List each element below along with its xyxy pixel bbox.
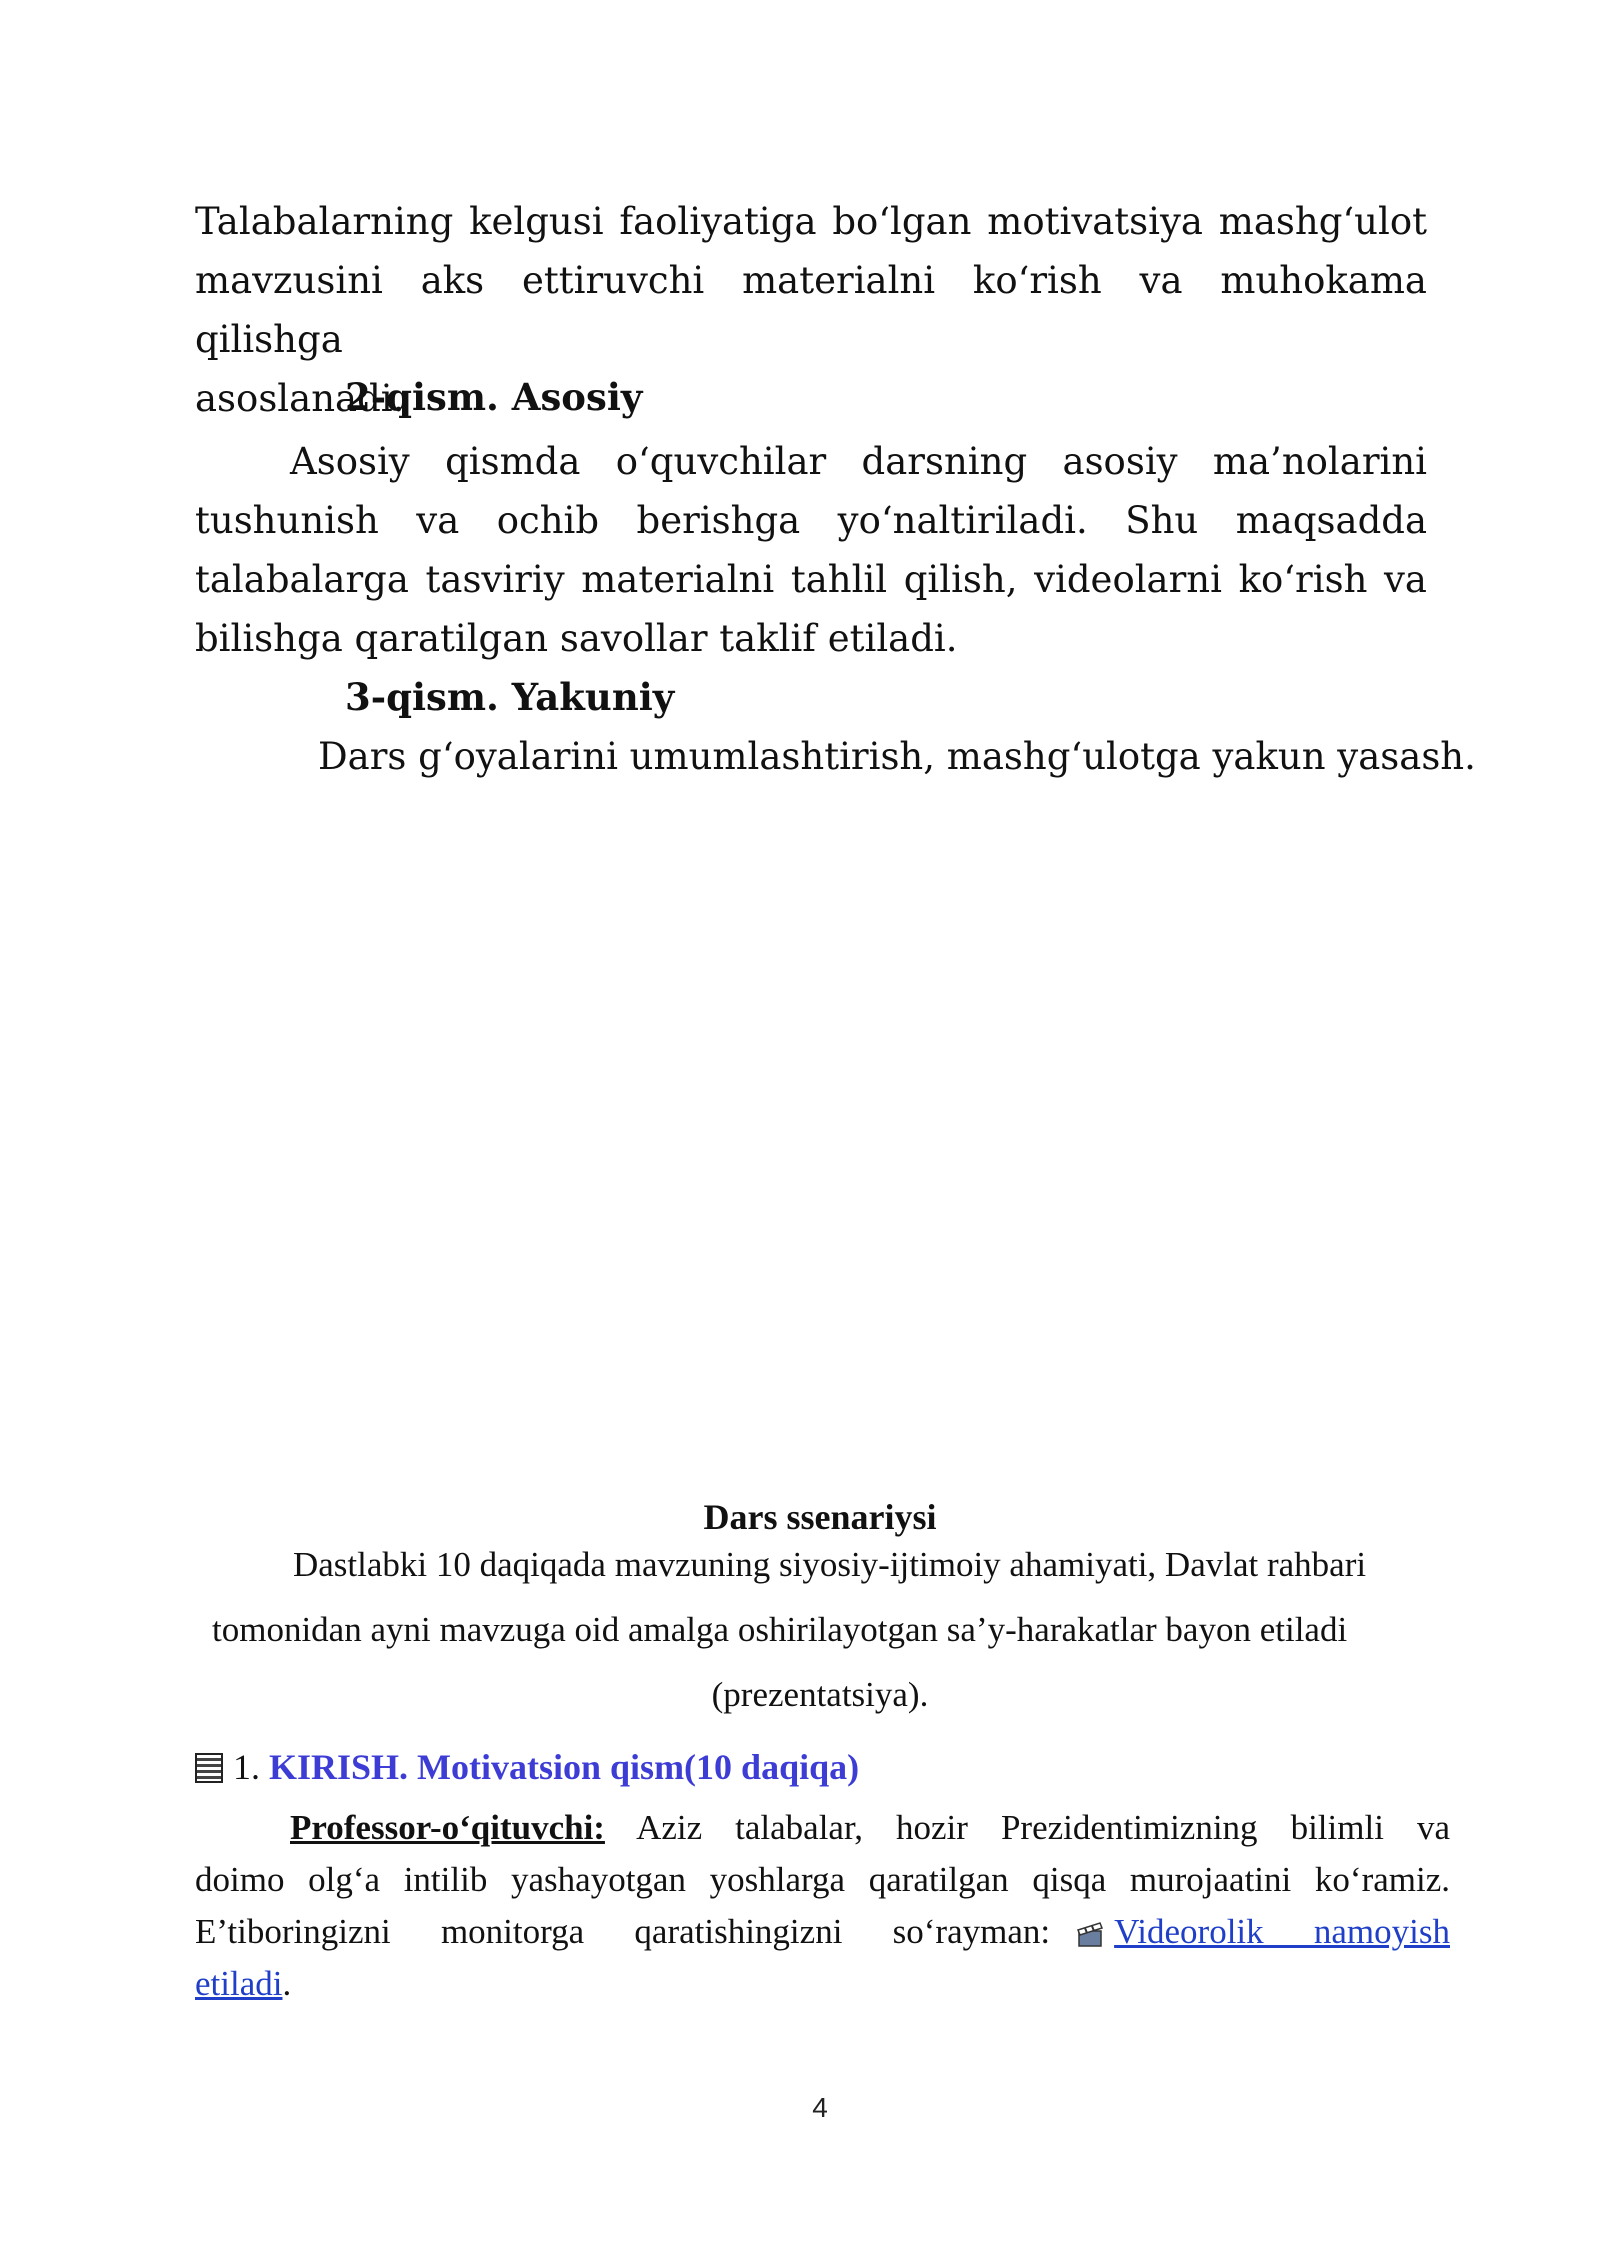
scenario-line: tomonidan ayni mavzuga oid amalga oshirilayotgan sa’y-harakatlar bayon etiladi — [212, 1610, 1348, 1649]
clapperboard-icon — [1076, 1919, 1106, 1949]
text-line — [195, 1906, 1450, 1958]
text-line — [195, 1958, 1450, 2010]
text-line — [195, 1802, 1450, 1854]
period: . — [282, 1964, 292, 2003]
video-link-continued[interactable]: etiladi — [195, 1964, 283, 2003]
text-line: bilishga qaratilgan savollar taklif etiladi. — [195, 617, 958, 660]
speaker-label: Professor-o‘qituvchi: — [290, 1808, 605, 1847]
page-number: 4 — [812, 2092, 828, 2123]
text-line: talabalarga tasviriy materialni tahlil qilish, videolarni ko‘rish va — [195, 558, 1427, 601]
text-line: tushunish va ochib berishga yo‘naltiriladi. Shu maqsadda — [195, 499, 1427, 542]
section-intro-heading — [195, 1746, 859, 1788]
speech-text: E’tiboringizni monitorga qaratishingizni so‘rayman: — [195, 1912, 1051, 1951]
paragraph-yakuniy: Dars g‘oyalarini umumlashtirish, mashg‘ulotga yakun yasash. — [318, 735, 1476, 778]
paragraph-asosiy — [195, 432, 1427, 668]
document-icon — [195, 1753, 223, 1783]
text-line: Asosiy qismda o‘quvchilar darsning asosiy ma’nolarini — [290, 440, 1427, 483]
section-title: KIRISH. Motivatsion qism(10 daqiqa) — [269, 1747, 860, 1787]
text-line: Talabalarning kelgusi faoliyatiga bo‘lgan motivatsiya mashg‘ulot — [195, 200, 1427, 243]
text-line: mavzusini aks ettiruvchi materialni ko‘rish va muhokama qilishga — [195, 259, 1427, 361]
speech-paragraph — [195, 1802, 1450, 2010]
section-heading-asosiy: 2-qism. Asosiy — [345, 375, 643, 419]
video-link[interactable]: Videorolik namoyish — [1114, 1912, 1450, 1951]
scenario-line: Dastlabki 10 daqiqada mavzuning siyosiy-ijtimoiy ahamiyati, Davlat rahbari — [293, 1545, 1367, 1584]
section-heading-yakuniy: 3-qism. Yakuniy — [345, 675, 675, 719]
scenario-title: Dars ssenariysi — [703, 1497, 937, 1537]
scenario-line: (prezentatsiya). — [711, 1675, 929, 1714]
text-line: doimo olg‘a intilib yashayotgan yoshlarga qaratilgan qisqa murojaatini ko‘ramiz. — [195, 1860, 1450, 1899]
section-number: 1. — [233, 1747, 260, 1787]
text-line: asoslanadi. — [195, 377, 405, 420]
speech-text: Aziz talabalar, hozir Prezidentimizning bilimli va — [636, 1808, 1450, 1847]
